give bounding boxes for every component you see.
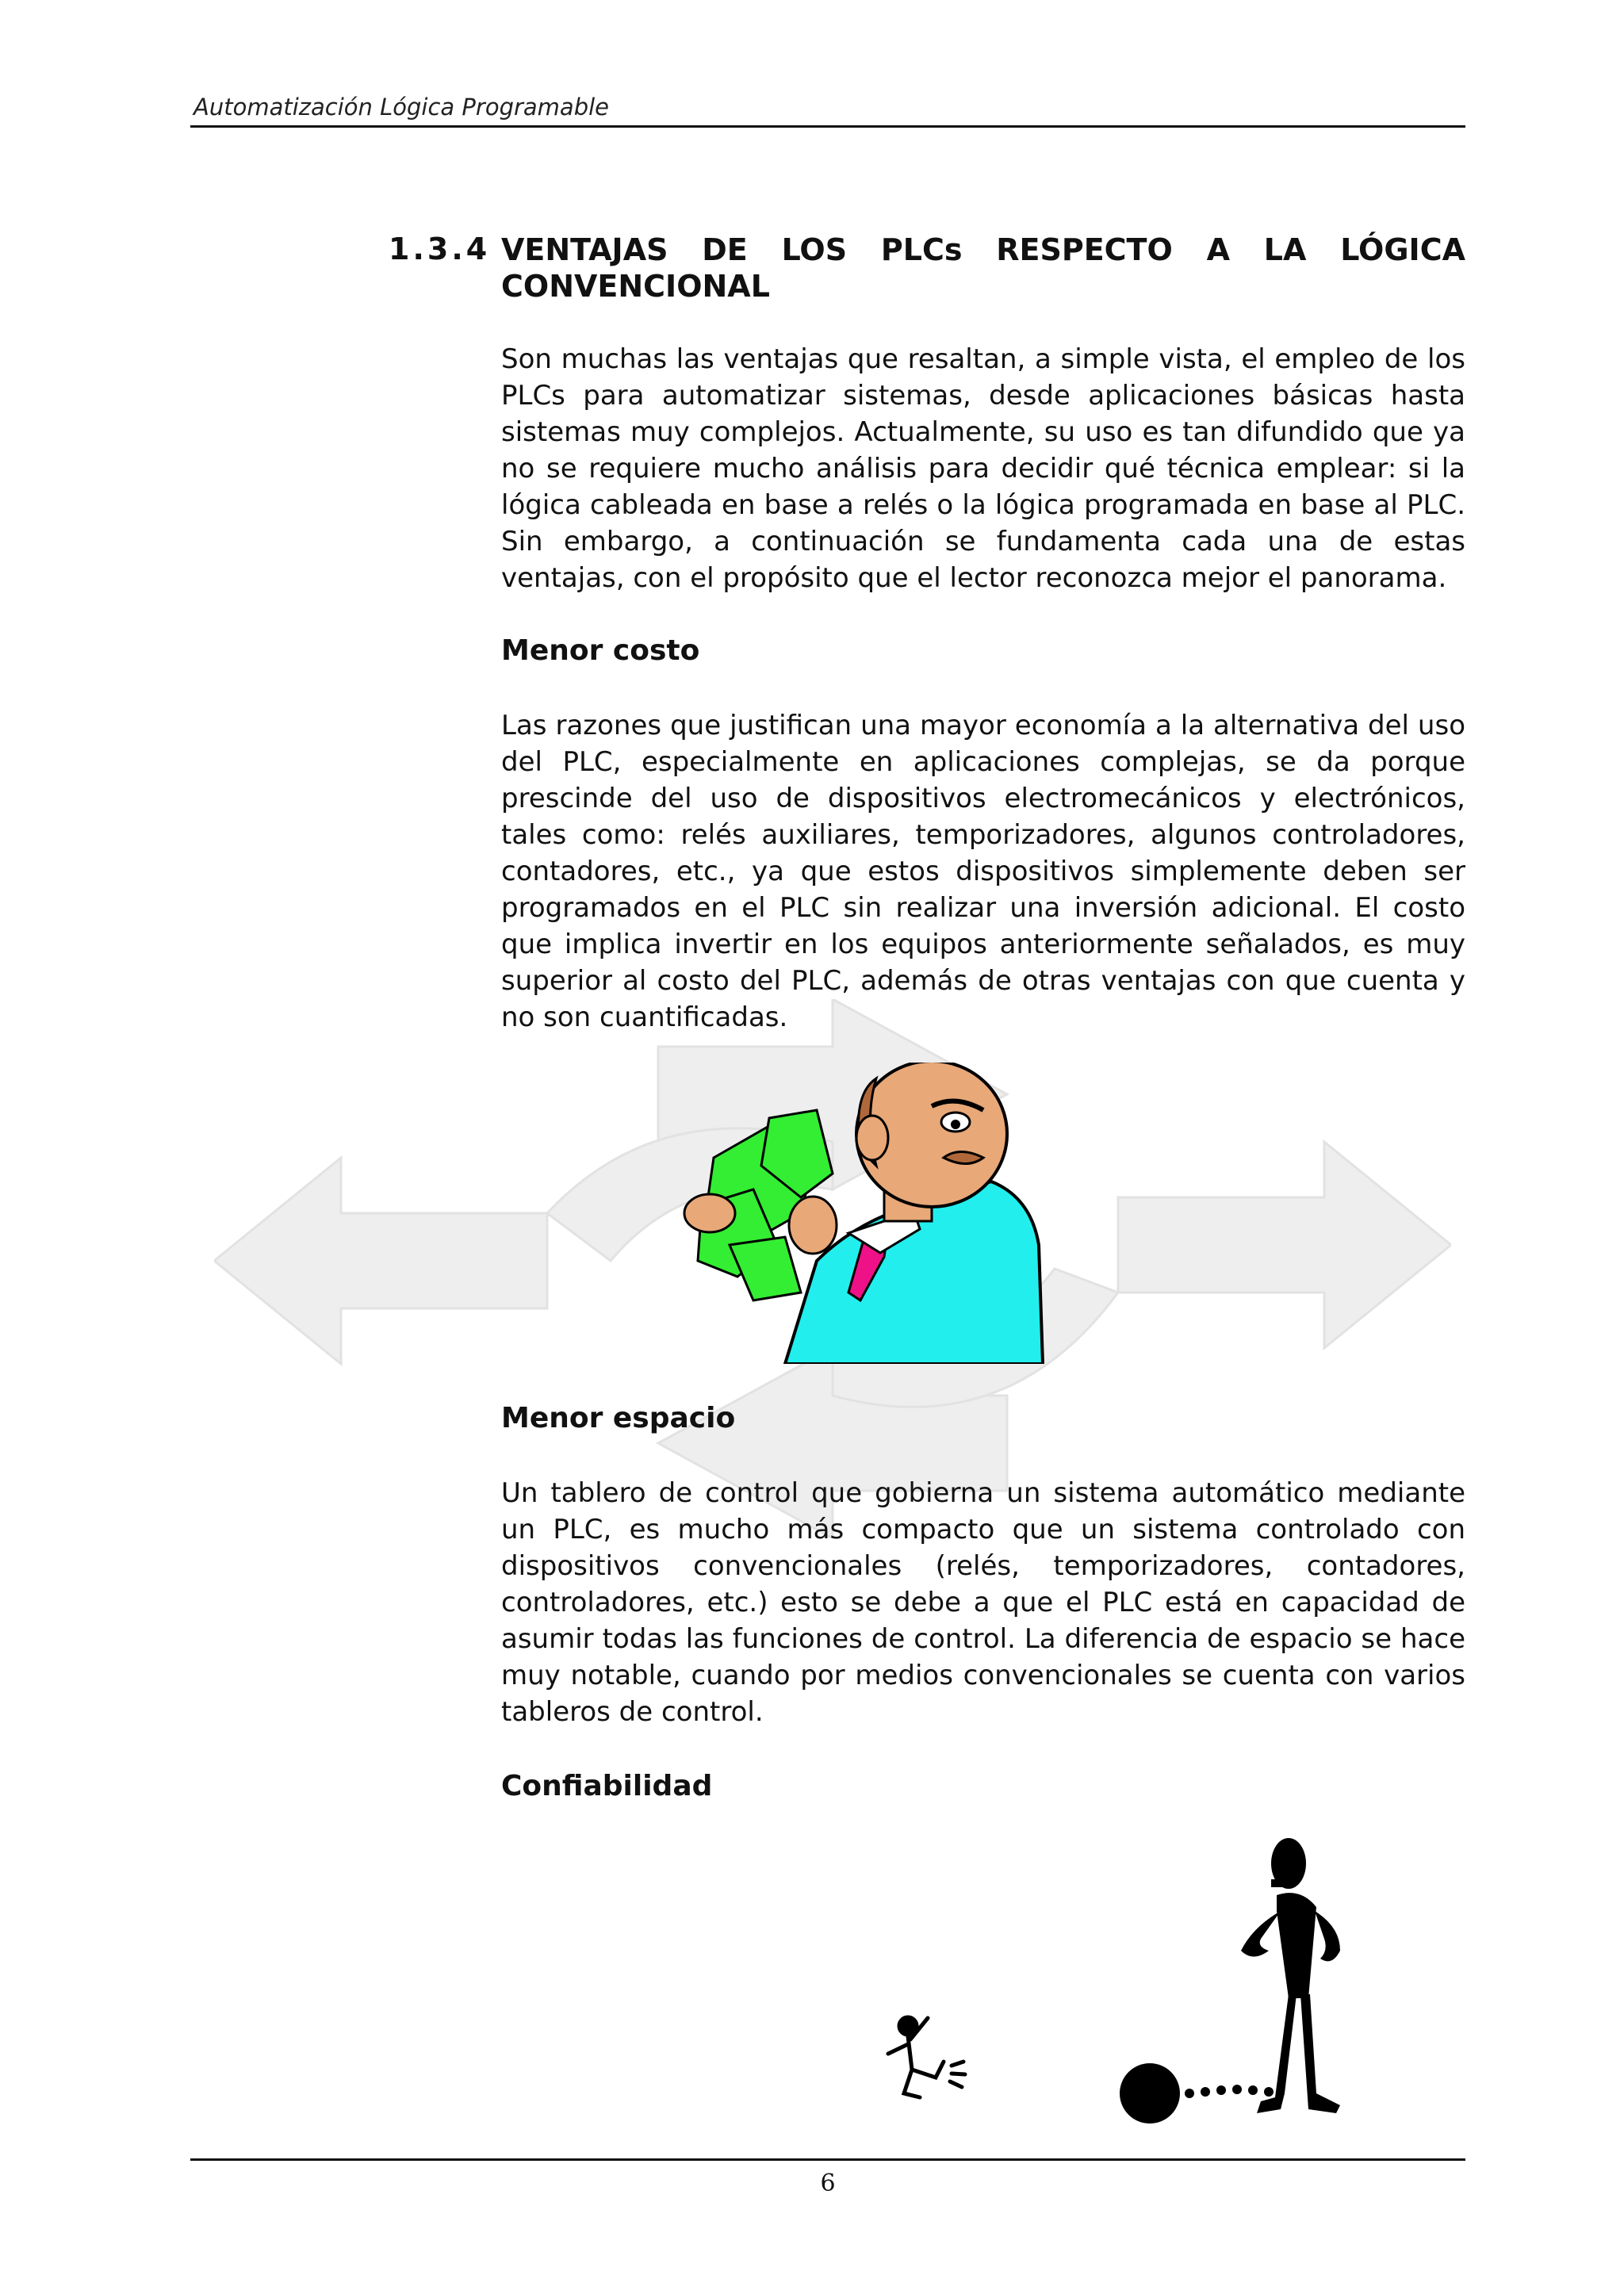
footer-rule	[190, 2158, 1465, 2161]
section-title	[501, 232, 1465, 304]
section-title-line-1: VENTAJAS DE LOS PLCs RESPECTO A LA LÓGICA	[501, 232, 1465, 267]
subheading-menor-costo: Menor costo	[501, 634, 700, 667]
paragraph-menor-espacio: Un tablero de control que gobierna un sistema automático mediante un PLC, es mucho más compacto que un sistema controlado con dispositivos convencionales (relés, temporizadores, contadores, controladores, etc.) esto se debe a que el PLC está en capacidad de asumir todas las funciones de control. La diferencia de espacio se hace muy notable, cuando por medios convencionales se cuenta con varios tableros de control.	[501, 1477, 1465, 1728]
page-number: 6	[820, 2170, 836, 2197]
section-number: 1.3.4	[389, 232, 491, 266]
intro-paragraph: Son muchas las ventajas que resaltan, a simple vista, el empleo de los PLCs para automatizar sistemas, desde aplicaciones básicas hasta sistemas muy complejos. Actualmente, su uso es tan difundido que ya no se requiere mucho análisis para decidir qué técnica emplear: si la lógica cableada en base a relés o la lógica programada en base al PLC. Sin embargo, a continuación se fundamenta cada una de estas ventajas, con el propósito que el lector reconozca mejor el panorama.	[501, 343, 1465, 594]
subheading-menor-espacio: Menor espacio	[501, 1402, 736, 1434]
businessman-money-illustration	[682, 1063, 1055, 1364]
section-title-line-2: CONVENCIONAL	[501, 269, 770, 304]
running-header: Automatización Lógica Programable	[193, 94, 609, 121]
paragraph-menor-costo: Las razones que justifican una mayor economía a la alternativa del uso del PLC, especialmente en aplicaciones complejas, se da porque prescinde del uso de dispositivos electromecánicos y electrónicos, tales como: relés auxiliares, temporizadores, algunos controladores, contadores, etc., ya que estos dispositivos simplemente deben ser programados en el PLC sin realizar una inversión adicional. El costo que implica invertir en los equipos anteriormente señalados, es muy superior al costo del PLC, además de otras ventajas con que cuenta y no son cuantificadas.	[501, 710, 1465, 1033]
ball-and-chain-illustration	[856, 1832, 1396, 2149]
subheading-confiabilidad: Confiabilidad	[501, 1770, 713, 1802]
header-rule	[190, 125, 1465, 128]
